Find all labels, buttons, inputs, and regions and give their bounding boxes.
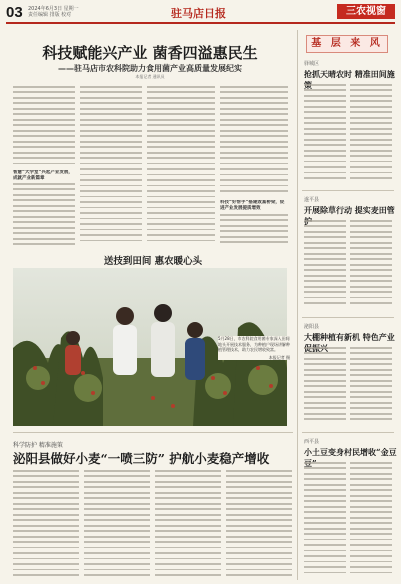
right-item-3-body-b bbox=[350, 347, 392, 427]
right-item-1-kicker: 驿城区 bbox=[304, 61, 320, 67]
lead-body-col-1a bbox=[13, 86, 75, 168]
right-item-3-headline: 大棚种植有新机 特色产业 bbox=[304, 332, 395, 342]
bottom-article-kicker: 科学防护 精准施策 bbox=[13, 442, 63, 449]
photo-caption-title: 送技到田间 惠农暖心头 bbox=[103, 256, 203, 267]
paper-logo: 驻马店日报 bbox=[171, 7, 226, 20]
lead-body-col-4a bbox=[220, 86, 288, 196]
bottom-body-col-3 bbox=[155, 470, 221, 580]
right-item-4-body-a bbox=[304, 462, 346, 580]
right-item-2-headline: 开展除草行动 提实麦田管 bbox=[304, 205, 395, 215]
bottom-body-col-1 bbox=[13, 470, 79, 580]
right-item-1-body-a bbox=[304, 84, 346, 184]
bottom-body-col-4 bbox=[226, 470, 292, 580]
right-item-2-kicker: 遂平县 bbox=[304, 197, 320, 203]
right-item-4-body-b bbox=[350, 462, 392, 580]
page-number: 03 bbox=[6, 4, 23, 21]
right-item-3-kicker: 泌阳县 bbox=[304, 324, 320, 330]
issue-date: 2024年6月3日 星期一 bbox=[28, 6, 79, 12]
date-line bbox=[28, 6, 79, 18]
lead-body-col-4b bbox=[220, 214, 288, 247]
bottom-divider bbox=[13, 432, 293, 433]
lead-body-col-1b bbox=[13, 183, 75, 247]
bottom-body-col-2 bbox=[84, 470, 150, 580]
photo-description bbox=[218, 336, 290, 360]
lead-body-col-3 bbox=[147, 86, 215, 247]
right-divider-2 bbox=[302, 317, 394, 318]
masthead bbox=[6, 4, 395, 24]
right-item-1-headline: 抢抓天晴农时 精准田间施 bbox=[304, 69, 395, 79]
lead-body-col-2 bbox=[80, 86, 142, 247]
lead-section-heading-1: 智慧“大学堂”兴起产业发展，成就产业新篇章 bbox=[13, 170, 73, 181]
right-item-3-body-a bbox=[304, 347, 346, 427]
photo-description-text: 5月28日，市农科院食用菌专家深入田间地头开展技术服务，为种植户现场讲解种植管理技术，助力农民增收致富。 bbox=[218, 336, 290, 353]
right-item-2-body-b bbox=[350, 220, 392, 312]
right-item-2-body-a bbox=[304, 220, 346, 312]
section-tag: 三农视窗 bbox=[337, 4, 395, 19]
editor-line: 责任编辑 排版 校对 bbox=[28, 12, 72, 18]
lead-article-title: 科技赋能兴产业 菌香四溢惠民生 bbox=[42, 44, 258, 62]
photo-credit: 本报记者 摄 bbox=[268, 354, 290, 360]
lead-article-byline: 本报记者 通讯员 bbox=[135, 74, 165, 79]
bottom-article-headline: 泌阳县做好小麦“一喷三防” 护航小麦稳产增收 bbox=[13, 451, 270, 466]
header-rule bbox=[6, 22, 395, 24]
right-divider-1 bbox=[302, 190, 394, 191]
right-item-4-kicker: 西平县 bbox=[304, 439, 320, 445]
right-divider-3 bbox=[302, 432, 394, 433]
right-item-1-body-b bbox=[350, 84, 392, 184]
lead-section-heading-2: 科技“好帮手”搭建致富桥梁，促进产业发展提质增效 bbox=[220, 200, 285, 211]
column-divider bbox=[297, 30, 298, 580]
grassroots-banner: 基 层 来 风 bbox=[306, 35, 388, 53]
lead-article-subtitle: ——驻马店市农科院助力食用菌产业高质量发展纪实 bbox=[58, 64, 242, 73]
right-item-4-headline: 小土豆变身村民增收“金豆 bbox=[304, 447, 397, 457]
